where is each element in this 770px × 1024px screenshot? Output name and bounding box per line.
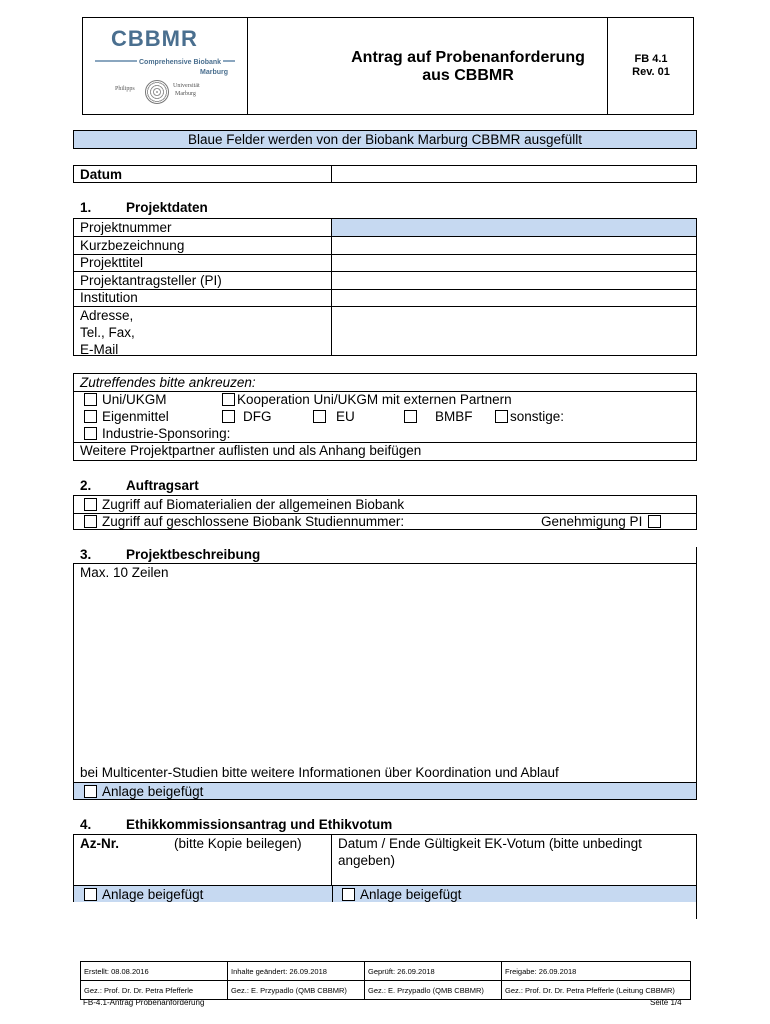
notice-bar <box>73 130 697 149</box>
footer-signed-3: Gez.: E. Przypadlo (QMB CBBMR) <box>365 981 502 1000</box>
funding-row-1: Uni/UKGM Kooperation Uni/UKGM mit externen Partnern <box>80 391 696 408</box>
section-3-title: 3. Projektbeschreibung <box>80 547 261 562</box>
funding-prompt: Zutreffendes bitte ankreuzen: <box>80 375 256 390</box>
datum-row <box>73 165 697 183</box>
datum-label: Datum <box>74 166 332 182</box>
ethics-attachment-row: Anlage beigefügt Anlage beigefügt <box>74 886 696 902</box>
checkbox-sonstige[interactable] <box>495 410 508 423</box>
projekttitel-field[interactable] <box>332 254 696 271</box>
order-option-2: Zugriff auf geschlossene Biobank Studiennummer: Genehmigung PI <box>74 513 696 530</box>
footer-signed-2: Gez.: E. Przypadlo (QMB CBBMR) <box>228 981 365 1000</box>
pi-field[interactable] <box>332 272 696 289</box>
footer-row-signatures <box>81 981 691 1000</box>
order-option-1: Zugriff auf Biomaterialien der allgemeinen Biobank <box>74 496 696 513</box>
footer-changed: Inhalte geändert: 26.09.2018 <box>228 962 365 981</box>
ethics-table <box>73 834 697 902</box>
checkbox-uni-ukgm[interactable] <box>84 393 97 406</box>
revision: Rev. 01 <box>632 66 670 78</box>
order-type-table <box>73 495 697 530</box>
validity-label-2: angeben) <box>338 853 396 868</box>
field-label-address-2: Tel., Fax, <box>80 324 135 340</box>
checkbox-cooperation[interactable] <box>222 393 235 406</box>
funding-row-2: Eigenmittel DFG EU BMBF sonstige: <box>80 408 696 425</box>
projektnummer-field[interactable] <box>332 219 696 236</box>
form-code-area <box>607 18 694 114</box>
section-4-right-rule <box>696 902 697 919</box>
footer-approval-table <box>80 961 691 1000</box>
footer-page-number: Seite 1/4 <box>650 998 682 1007</box>
field-label-institution: Institution <box>80 290 138 305</box>
multicenter-note: bei Multicenter-Studien bitte weitere Informationen über Koordination und Ablauf <box>80 765 559 780</box>
notice-text: Blaue Felder werden von der Biobank Marburg CBBMR ausgefüllt <box>188 132 582 147</box>
project-data-labels <box>74 219 332 355</box>
checkbox-eu[interactable] <box>313 410 326 423</box>
footer-signed-1: Gez.: Prof. Dr. Dr. Petra Pfefferle <box>81 981 228 1000</box>
university-seal-icon <box>145 80 169 104</box>
university-left-text: Philipps <box>115 86 135 92</box>
section-1-title: 1. Projektdaten <box>80 200 208 215</box>
footer-released: Freigabe: 26.09.2018 <box>502 962 691 981</box>
section-3-right-rule <box>696 547 697 564</box>
kurzbezeichnung-field[interactable] <box>332 237 696 254</box>
footer-signed-4: Gez.: Prof. Dr. Dr. Petra Pfefferle (Leitung CBBMR) <box>502 981 691 1000</box>
logo-title: CBBMR <box>111 26 198 51</box>
az-note: (bitte Kopie beilegen) <box>174 836 302 851</box>
funding-row-3: Industrie-Sponsoring: <box>80 425 696 442</box>
form-code: FB 4.1 <box>634 53 668 65</box>
document-title-line-2: aus CBBMR <box>422 67 514 84</box>
checkbox-validity-attachment[interactable] <box>342 888 355 901</box>
az-number-cell[interactable] <box>74 835 332 885</box>
field-label-pi: Projektantragsteller (PI) <box>80 272 222 288</box>
project-description-box[interactable] <box>73 563 697 783</box>
checkbox-bmbf[interactable] <box>404 410 417 423</box>
approval-pi-label: Genehmigung PI <box>541 514 643 529</box>
university-right-text: Universität <box>173 83 200 89</box>
checkbox-approval-pi[interactable] <box>648 515 661 528</box>
footer-document-name: FB-4.1-Antrag Probenanforderung <box>83 998 205 1007</box>
datum-field[interactable] <box>332 166 696 182</box>
footer-created: Erstellt: 08.08.2016 <box>81 962 228 981</box>
partners-note: Weitere Projektpartner auflisten und als Anhang beifügen <box>80 443 422 458</box>
university-right-text-2: Marburg <box>175 91 196 97</box>
logo-subtitle-2: Marburg <box>200 69 228 76</box>
checkbox-az-attachment[interactable] <box>84 888 97 901</box>
address-field[interactable] <box>332 306 696 355</box>
project-data-inputs <box>332 219 696 355</box>
logo-subtitle-1: Comprehensive Biobank <box>139 59 222 66</box>
field-label-projektnummer: Projektnummer <box>80 220 172 235</box>
section-2-title: 2. Auftragsart <box>80 478 199 493</box>
document-title-line-1: Antrag auf Probenanforderung <box>351 49 585 66</box>
ethics-validity-cell[interactable] <box>332 835 696 885</box>
field-label-address-3: E-Mail <box>80 341 119 357</box>
checkbox-eigenmittel[interactable] <box>84 410 97 423</box>
validity-label-1: Datum / Ende Gültigkeit EK-Votum (bitte unbedingt <box>338 836 642 851</box>
institution-field[interactable] <box>332 289 696 306</box>
checkbox-dfg[interactable] <box>222 410 235 423</box>
max-lines-note: Max. 10 Zeilen <box>80 565 169 580</box>
section-4-title: 4. Ethikkommissionsantrag und Ethikvotum <box>80 817 393 832</box>
checkbox-description-attachment[interactable] <box>84 785 97 798</box>
checkbox-closed-biobank[interactable] <box>84 515 97 528</box>
logo-area <box>83 18 248 114</box>
checkbox-general-biobank[interactable] <box>84 498 97 511</box>
checkbox-industry[interactable] <box>84 427 97 440</box>
footer-checked: Geprüft: 26.09.2018 <box>365 962 502 981</box>
field-label-projekttitel: Projekttitel <box>80 255 144 270</box>
description-attachment-row: Anlage beigefügt <box>73 782 697 800</box>
project-data-table <box>73 218 697 356</box>
funding-table <box>73 373 697 461</box>
footer-row-dates <box>81 962 691 981</box>
header-box <box>82 17 694 115</box>
field-label-kurzbezeichnung: Kurzbezeichnung <box>80 237 185 253</box>
field-label-address-1: Adresse, <box>80 307 134 323</box>
az-label: Az-Nr. <box>80 836 120 851</box>
